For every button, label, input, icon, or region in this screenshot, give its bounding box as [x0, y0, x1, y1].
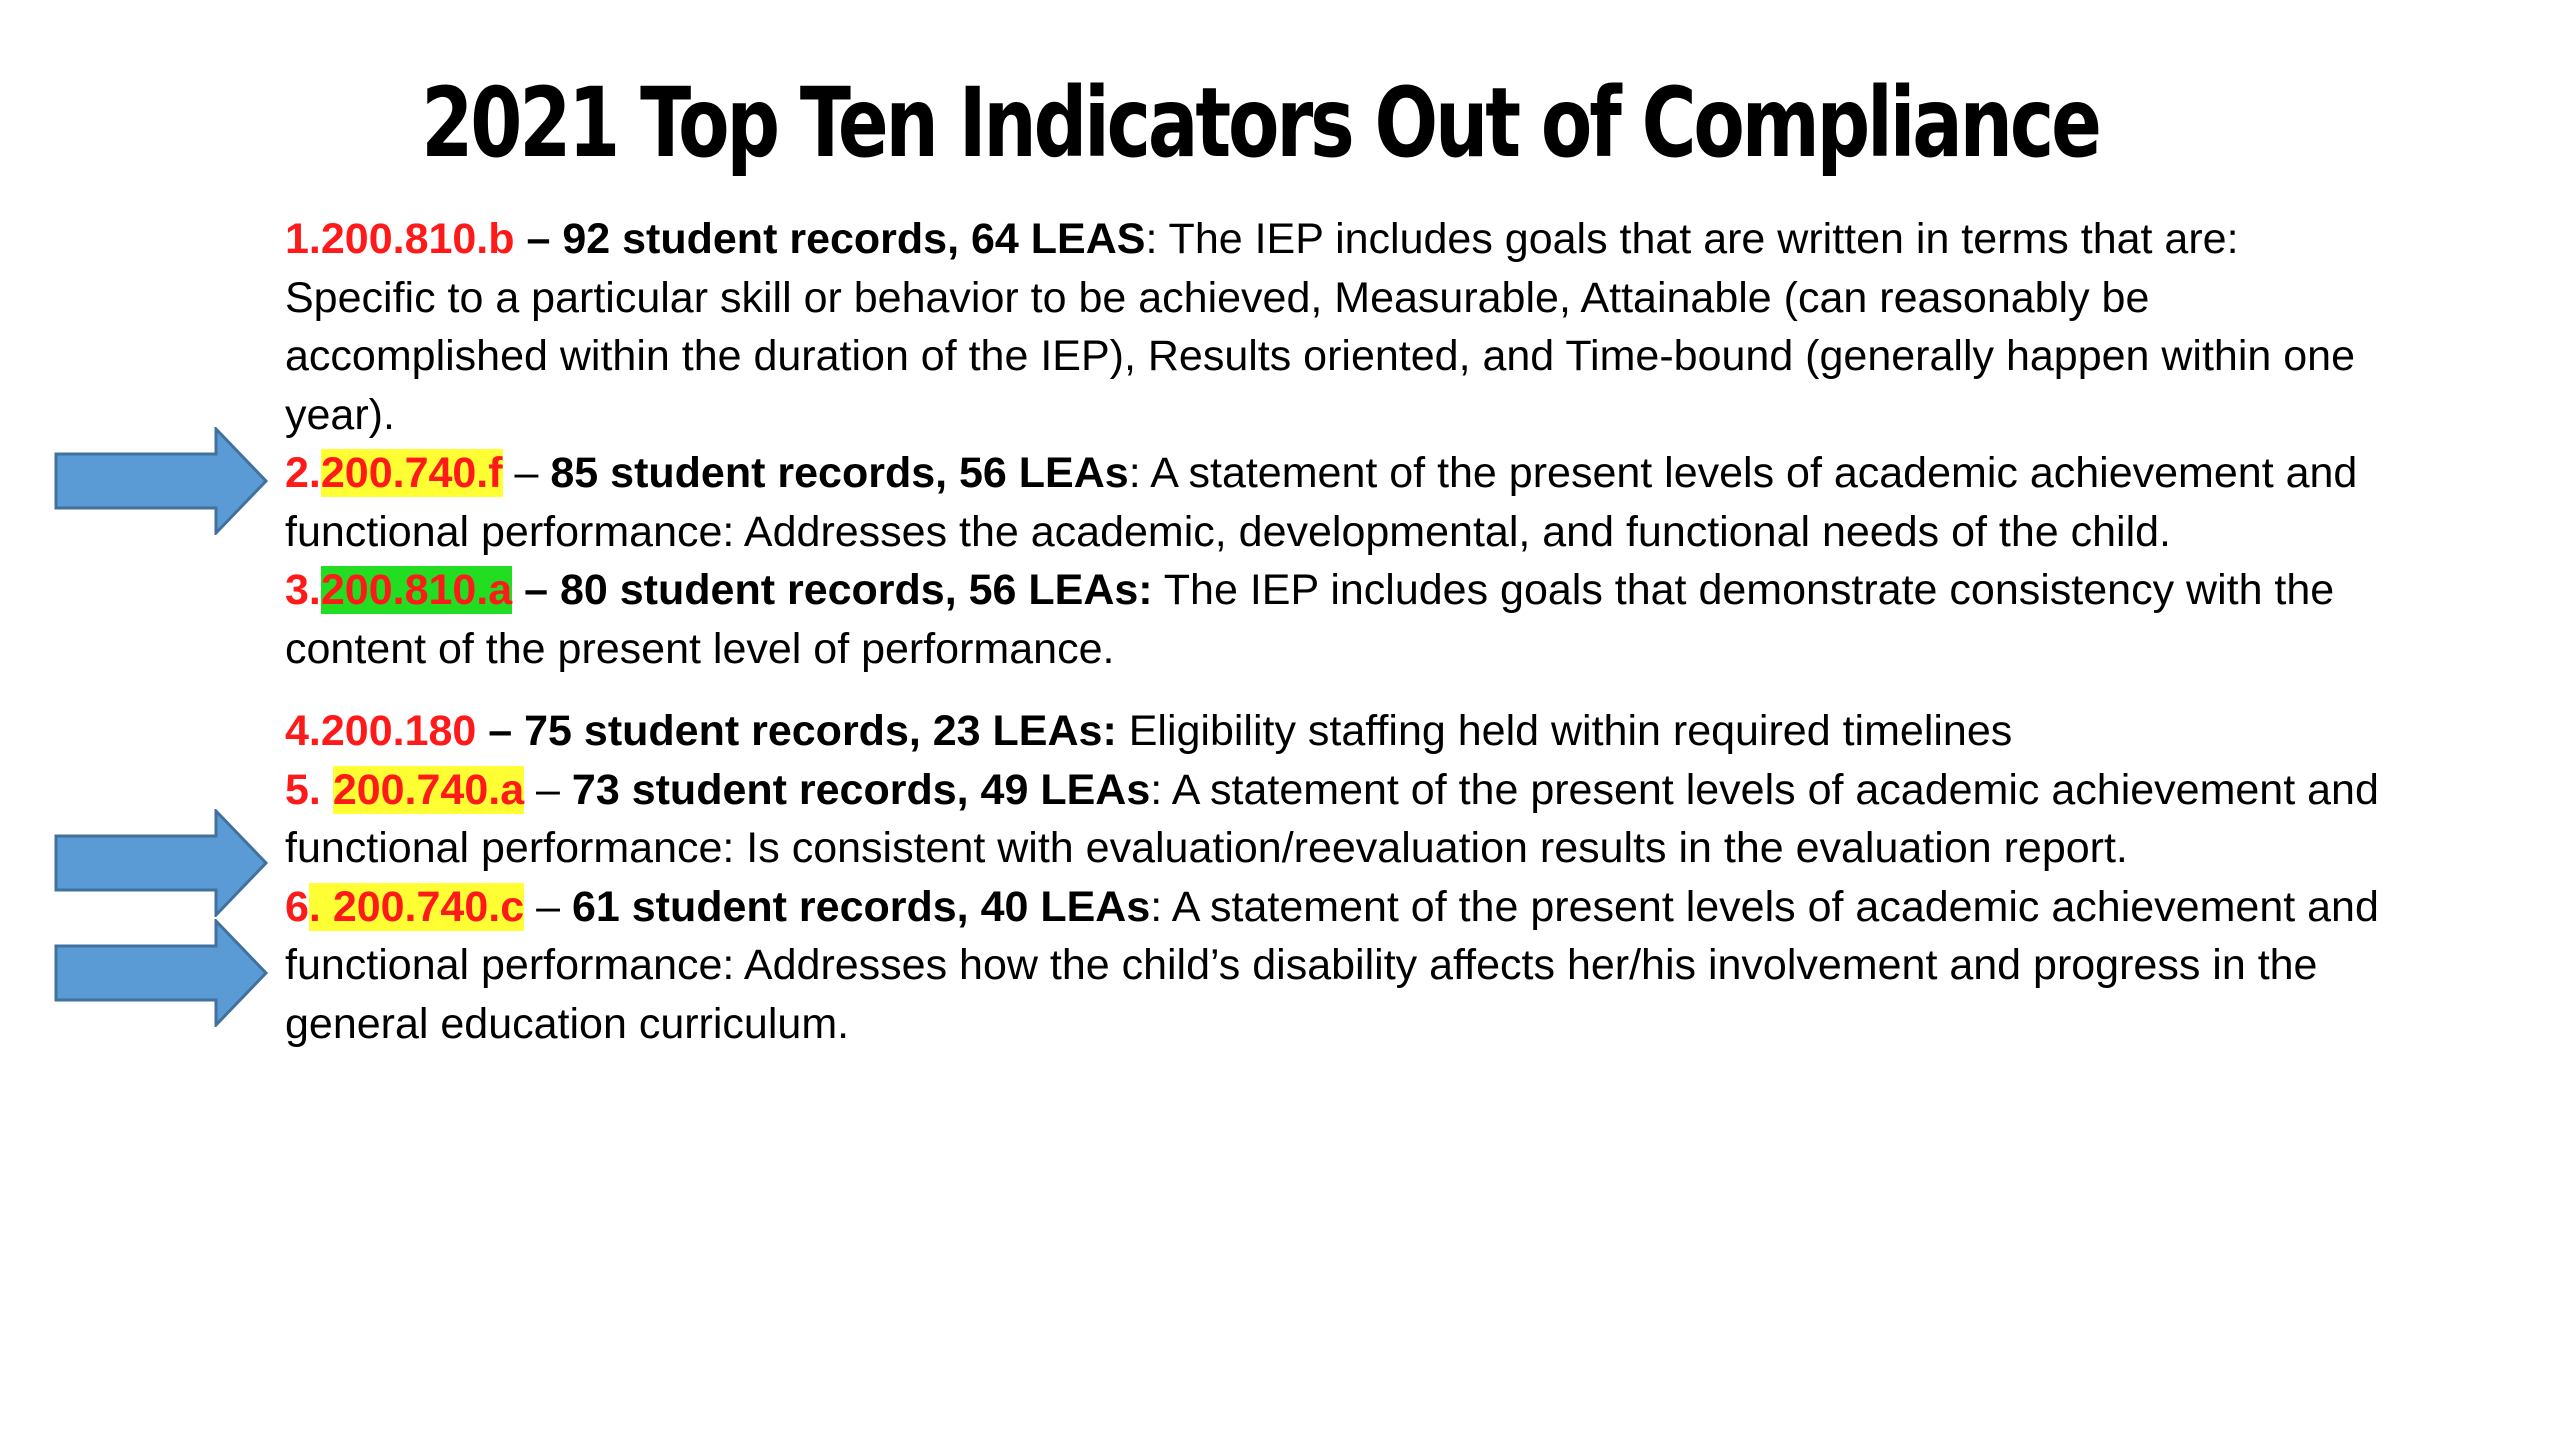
item-number: 4.	[285, 707, 321, 755]
separator: –	[524, 882, 572, 931]
indicator-stats: 75 student records, 23 LEAs:	[524, 707, 1117, 755]
indicator-description: : The IEP includes goals that are written in terms that are: Specific to a particular skill or behavior to be achieved, Measurable, Attainable (can reasonably be accomplished within the duration of the IEP), Results oriented, and Time-bound (generally happen within one year).	[285, 215, 2356, 439]
arrow-right-icon	[54, 919, 268, 1027]
indicator-code: 200.810.a	[320, 566, 513, 614]
indicator-code: 200.740.f	[320, 449, 503, 497]
indicator-description: : A statement of the present levels of academic achievement and functional performance: Addresses how the child’s disability affects her/his involvement and progress in the general education curriculum.	[285, 882, 2379, 1048]
indicator-code: . 200.740.c	[308, 882, 525, 931]
item-number: 2.	[285, 449, 321, 497]
indicator-item	[285, 210, 2385, 444]
indicator-item	[285, 878, 2385, 1054]
indicator-description: Eligibility staffing held within required timelines	[1116, 707, 2013, 755]
item-number: 1.	[285, 215, 321, 263]
separator: –	[476, 707, 525, 755]
indicator-code: 200.180	[320, 707, 477, 755]
indicator-stats: 61 student records, 40 LEAs	[571, 882, 1151, 931]
indicator-stats: 73 student records, 49 LEAs	[571, 765, 1151, 814]
item-number: 6	[285, 882, 309, 931]
indicator-item	[285, 444, 2385, 561]
separator: –	[514, 215, 563, 263]
separator: –	[502, 449, 551, 497]
slide-title: 2021 Top Ten Indicators Out of Compliance	[421, 67, 2099, 179]
indicator-stats: 80 student records, 56 LEAs:	[559, 566, 1153, 614]
indicator-description: : A statement of the present levels of academic achievement and functional performance: Is consistent with evaluation/reevaluation results in the evaluation report.	[285, 765, 2379, 872]
separator: –	[512, 566, 560, 614]
indicator-description: : A statement of the present levels of academic achievement and functional performance: Addresses the academic, developmental, and functional needs of the child.	[285, 449, 2358, 556]
item-number: 5.	[285, 765, 333, 814]
indicator-stats: 85 student records, 56 LEAs	[550, 449, 1129, 497]
indicator-code: 200.740.a	[332, 765, 525, 814]
indicator-description: The IEP includes goals that demonstrate consistency with the content of the present level of performance.	[285, 566, 2335, 673]
indicator-item	[285, 561, 2385, 678]
indicator-stats: 92 student records, 64 LEAS	[562, 215, 1146, 263]
item-number: 3.	[285, 566, 321, 614]
indicator-list	[285, 210, 2385, 1053]
indicator-item	[285, 702, 2385, 761]
indicator-item	[285, 761, 2385, 878]
arrow-right-icon	[54, 427, 268, 535]
indicator-code: 200.810.b	[320, 215, 515, 263]
separator: –	[524, 765, 572, 814]
arrow-right-icon	[54, 809, 268, 917]
